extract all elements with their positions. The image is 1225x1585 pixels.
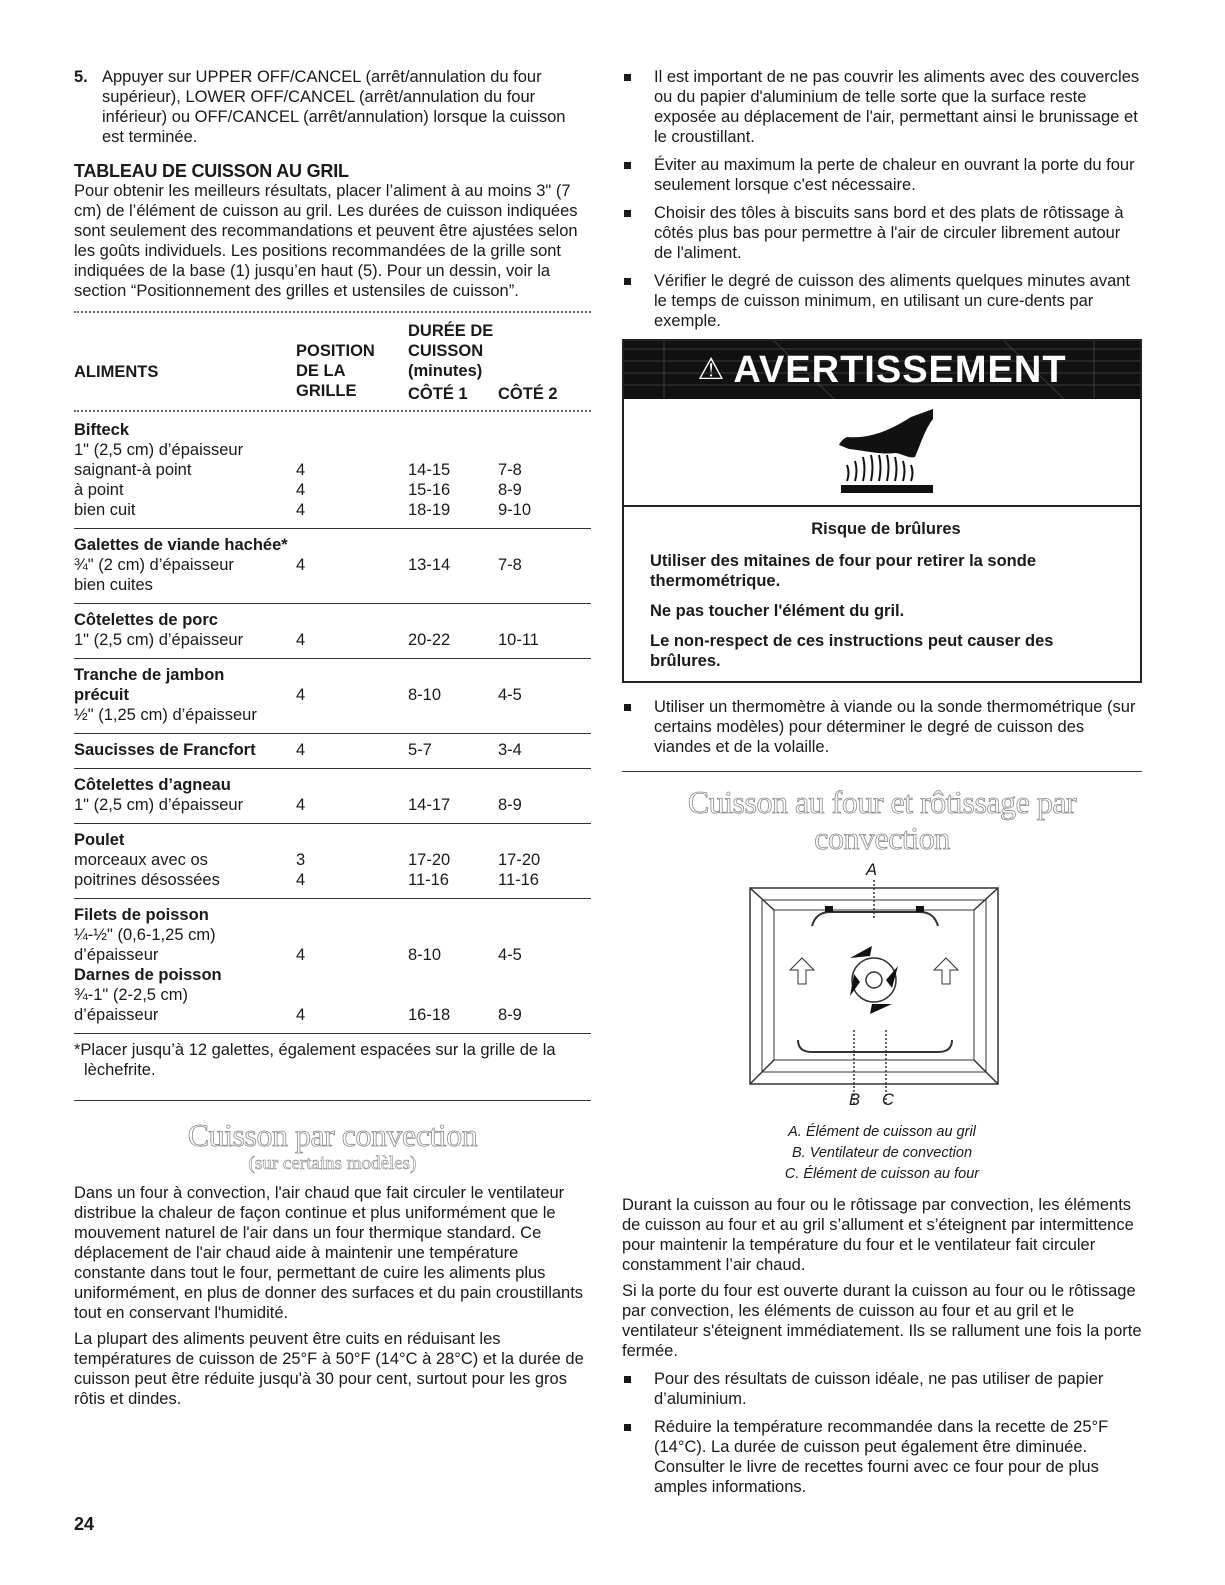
- hot-surface-hand-icon: [829, 409, 939, 499]
- table-row: [74, 480, 591, 500]
- warning-line-2: Ne pas toucher l'élément du gril.: [650, 602, 905, 620]
- food-cell: saignant-à point: [74, 461, 192, 479]
- convection-bake-paragraph-2: Si la porte du four est ouverte durant la cuisson au four ou le rôtissage par convection, les éléments de cuisson au four et au gril et le ventilateur s'éteignent immédiatement. Ils se rallument une fois la porte fermée.: [622, 1282, 1142, 1360]
- position-cell: 4: [296, 631, 306, 649]
- position-cell: [296, 575, 408, 604]
- table-row: [74, 414, 591, 440]
- header-duration-l2: CUISSON: [408, 342, 484, 360]
- header-position-l1: POSITION: [296, 342, 375, 360]
- convection-title: Cuisson par convection: [187, 1117, 478, 1153]
- figure-caption-a: A. Élément de cuisson au gril: [788, 1124, 976, 1140]
- side2-cell: [498, 965, 591, 985]
- convection-bake-title: Cuisson au four et rôtissage par convection: [687, 784, 1077, 856]
- broil-intro: Pour obtenir les meilleurs résultats, placer l’aliment à au moins 3" (7 cm) de l’élément de cuisson au gril. Les durées de cuisson indiquées sont seulement des recommandations et peuvent être ajustées selon les goûts individuels. Les positions recommandées de la grille sont indiquées de la base (1) jusqu’en haut (5). Pour un dessin, voir la section “Positionnement des grilles et ustensiles de cuisson”.: [74, 182, 578, 300]
- position-cell: 4: [296, 501, 306, 519]
- table-row: [74, 529, 591, 556]
- position-cell: [296, 965, 408, 985]
- side1-cell: 18-19: [408, 501, 451, 519]
- table-header: [74, 321, 591, 404]
- table-top-rule: [74, 311, 591, 313]
- list-item: Vérifier le degré de cuisson des aliments quelques minutes avant le temps de cuisson minimum, en utilisant un cure-dents par exemple.: [622, 271, 1142, 331]
- food-group-title: Galettes de viande hachée*: [74, 536, 288, 554]
- warning-header: [624, 341, 1140, 399]
- side2-cell: [498, 985, 591, 1005]
- warning-title: AVERTISSEMENT: [733, 349, 1067, 391]
- side1-cell: 8-10: [408, 686, 442, 704]
- table-row: [74, 965, 591, 985]
- header-side2: CÔTÉ 2: [498, 385, 558, 403]
- table-row: [74, 899, 591, 926]
- step-text: Appuyer sur UPPER OFF/CANCEL (arrêt/annulation du four supérieur), LOWER OFF/CANCEL (arrêt/annulation du four inférieur) ou OFF/CANCEL (arrêt/annulation) lorsque la cuisson est terminée.: [102, 68, 566, 146]
- table-row: [74, 850, 591, 870]
- position-cell: [296, 925, 408, 945]
- table-row: [74, 705, 591, 734]
- side2-cell: 10-11: [498, 631, 539, 649]
- table-row: [74, 604, 591, 631]
- list-item: Éviter au maximum la perte de chaleur en ouvrant la porte du four seulement lorsque c'est nécessaire.: [622, 155, 1142, 195]
- side2-cell: 17-20: [498, 851, 541, 869]
- header-position-l3: GRILLE: [296, 382, 357, 400]
- side1-cell: 20-22: [408, 631, 451, 649]
- food-group-title: Filets de poisson: [74, 906, 209, 924]
- side1-cell: [408, 575, 498, 604]
- table-row: [74, 870, 591, 899]
- list-item: Utiliser un thermomètre à viande ou la sonde thermométrique (sur certains modèles) pour déterminer le degré de cuisson des viandes et de la volaille.: [622, 697, 1142, 757]
- food-cell: ¾" (2 cm) d’épaisseur: [74, 556, 234, 574]
- side1-cell: [408, 925, 498, 945]
- food-cell: morceaux avec os: [74, 851, 208, 869]
- figure-caption-b: B. Ventilateur de convection: [791, 1145, 973, 1161]
- food-cell: précuit: [74, 686, 130, 704]
- food-cell: à point: [74, 481, 124, 499]
- side2-cell: 9-10: [498, 501, 532, 519]
- food-cell: 1" (2,5 cm) d’épaisseur: [74, 796, 244, 814]
- tips-list-probe: [622, 697, 1142, 757]
- food-group-title: Bifteck: [74, 421, 130, 439]
- side2-cell: 4-5: [498, 946, 522, 964]
- side2-cell: 8-9: [498, 796, 522, 814]
- figure-label-b: B: [849, 1091, 861, 1109]
- side1-cell: 16-18: [408, 1006, 451, 1024]
- broil-table-body: [74, 414, 591, 1034]
- table-row-group: [74, 604, 591, 659]
- table-row: [74, 795, 591, 824]
- convection-paragraph-2: La plupart des aliments peuvent être cuits en réduisant les températures de cuisson de 25°F à 50°F (14°C à 28°C) et la durée de cuisson peut être réduite jusqu'à 30 pour cent, surtout pour les gros rôtis et dindes.: [74, 1330, 584, 1408]
- list-item: Réduire la température recommandée dans la recette de 25°F (14°C). La durée de cuisson peut également être diminuée. Consulter le livre de recettes fourni avec ce four pour de plus amples informations.: [622, 1417, 1142, 1497]
- table-row-group: [74, 659, 591, 734]
- header-duration-l3: (minutes): [408, 362, 483, 380]
- tips-list-bottom: [622, 1369, 1142, 1497]
- food-cell: ½" (1,25 cm) d’épaisseur: [74, 706, 257, 724]
- side1-cell: [408, 440, 498, 460]
- tips-list-top: [622, 67, 1142, 331]
- table-row: [74, 945, 591, 965]
- food-group-title: Côtelettes de porc: [74, 611, 218, 629]
- food-cell: poitrines désossées: [74, 871, 220, 889]
- convection-bake-paragraph-1: Durant la cuisson au four ou le rôtissage par convection, les éléments de cuisson au four et au gril s’allument et s’éteignent par intermittence pour maintenir la température du four et le ventilateur fait circuler constamment l’air chaud.: [622, 1196, 1134, 1274]
- position-cell: 3: [296, 851, 306, 869]
- warning-triangle-icon: ⚠: [697, 353, 726, 386]
- food-cell: bien cuit: [74, 501, 136, 519]
- food-cell: 1" (2,5 cm) d’épaisseur: [74, 631, 244, 649]
- side2-cell: 3-4: [498, 741, 522, 759]
- right-column: [622, 67, 1142, 1505]
- food-cell: ¼-½" (0,6-1,25 cm): [74, 926, 216, 944]
- header-foods: ALIMENTS: [74, 363, 159, 381]
- position-cell: 4: [296, 1006, 306, 1024]
- position-cell: 4: [296, 946, 306, 964]
- table-row: [74, 685, 591, 705]
- side2-cell: 4-5: [498, 686, 522, 704]
- left-column: [74, 67, 591, 1409]
- page-number: 24: [74, 1514, 95, 1534]
- side2-cell: 8-9: [498, 481, 522, 499]
- position-cell: [296, 985, 408, 1005]
- step-number: 5.: [74, 68, 88, 86]
- table-row-group: [74, 769, 591, 824]
- table-row: [74, 630, 591, 659]
- food-cell: 1" (2,5 cm) d’épaisseur: [74, 441, 244, 459]
- position-cell: 4: [296, 741, 306, 759]
- table-row: [74, 985, 591, 1005]
- warning-line-1: Utiliser des mitaines de four pour retirer la sonde thermométrique.: [650, 552, 1037, 590]
- side2-cell: [498, 575, 591, 604]
- list-item: Choisir des tôles à biscuits sans bord et des plats de rôtissage à côtés plus bas pour permettre à l'air de circuler librement autour de l'aliment.: [622, 203, 1142, 263]
- position-cell: 4: [296, 796, 306, 814]
- header-side1: CÔTÉ 1: [408, 385, 468, 403]
- table-row: [74, 440, 591, 460]
- table-footnote: *Placer jusqu’à 12 galettes, également espacées sur la grille de la lèchefrite.: [74, 1041, 556, 1079]
- table-header-rule: [74, 410, 591, 412]
- side2-cell: 7-8: [498, 556, 522, 574]
- table-row-group: [74, 824, 591, 899]
- convection-subtitle: (sur certains modèles): [248, 1153, 417, 1174]
- broil-table: [74, 321, 591, 412]
- table-row-group: [74, 734, 591, 769]
- side2-cell: 11-16: [498, 871, 539, 889]
- food-group-title: Poulet: [74, 831, 125, 849]
- side1-cell: 11-16: [408, 871, 449, 889]
- food-cell: d’épaisseur: [74, 946, 159, 964]
- section-divider: [622, 771, 1142, 772]
- table-row: [74, 460, 591, 480]
- position-cell: 4: [296, 481, 306, 499]
- table-row-group: [74, 899, 591, 1034]
- side1-cell: [408, 965, 498, 985]
- side2-cell: 8-9: [498, 1006, 522, 1024]
- table-row: [74, 925, 591, 945]
- food-group-title: Côtelettes d’agneau: [74, 776, 231, 794]
- oven-cavity-diagram: [622, 880, 1142, 1110]
- table-row: [74, 555, 591, 575]
- side1-cell: 17-20: [408, 851, 451, 869]
- position-cell: 4: [296, 871, 306, 889]
- convection-paragraph-1: Dans un four à convection, l'air chaud que fait circuler le ventilateur distribue la chaleur de façon continue et plus uniformément que le mouvement naturel de l'air dans un four thermique standard. Ce déplacement de l'air chaud aide à maintenir une température constante dans tout le four, permettant de cuire les aliments plus uniformément, en plus de donner des surfaces et du pain croustillants tout en conservant l'humidité.: [74, 1184, 584, 1322]
- figure-label-c: C: [882, 1091, 894, 1109]
- side1-cell: [408, 985, 498, 1005]
- food-cell: bien cuites: [74, 576, 153, 594]
- position-cell: 4: [296, 686, 306, 704]
- food-group-title: Tranche de jambon: [74, 666, 225, 684]
- side2-cell: 7-8: [498, 461, 522, 479]
- food-cell: Darnes de poisson: [74, 966, 222, 984]
- position-cell: [296, 705, 408, 734]
- food-cell: Saucisses de Francfort: [74, 741, 256, 759]
- side1-cell: 8-10: [408, 946, 442, 964]
- side1-cell: [408, 705, 498, 734]
- header-duration-l1: DURÉE DE: [408, 322, 494, 340]
- table-row: [74, 659, 591, 686]
- list-item: Pour des résultats de cuisson idéale, ne pas utiliser de papier d’aluminium.: [622, 1369, 1142, 1409]
- table-row: [74, 1005, 591, 1034]
- table-row-group: [74, 529, 591, 604]
- step-5: [74, 67, 591, 147]
- table-row: [74, 824, 591, 851]
- header-position-l2: DE LA: [296, 362, 346, 380]
- food-cell: ¾-1" (2-2,5 cm): [74, 986, 189, 1004]
- side2-cell: [498, 440, 591, 460]
- warning-line-3: Le non-respect de ces instructions peut causer des brûlures.: [650, 632, 1054, 670]
- list-item: Il est important de ne pas couvrir les aliments avec des couvercles ou du papier d'aluminium de telle sorte que la surface reste exposée au déplacement de l'air, permettant ainsi le brunissage et le croustillant.: [622, 67, 1142, 147]
- broil-chart-heading: TABLEAU DE CUISSON AU GRIL: [74, 161, 349, 181]
- table-row: [74, 575, 591, 604]
- side2-cell: [498, 925, 591, 945]
- side1-cell: 13-14: [408, 556, 451, 574]
- position-cell: 4: [296, 556, 306, 574]
- position-cell: 4: [296, 461, 306, 479]
- figure-caption-c: C. Élément de cuisson au four: [784, 1166, 980, 1182]
- warning-risk: Risque de brûlures: [811, 520, 961, 538]
- food-cell: d’épaisseur: [74, 1006, 159, 1024]
- oven-figure: [622, 858, 1142, 1108]
- side1-cell: 14-15: [408, 461, 451, 479]
- side1-cell: 5-7: [408, 741, 432, 759]
- side2-cell: [498, 705, 591, 734]
- section-divider: [74, 1100, 591, 1101]
- table-row-group: [74, 414, 591, 529]
- warning-icon-area: [624, 399, 1140, 507]
- position-cell: [296, 440, 408, 460]
- side1-cell: 15-16: [408, 481, 451, 499]
- warning-box: [622, 339, 1142, 683]
- warning-body: [624, 507, 1140, 681]
- table-row: [74, 769, 591, 796]
- figure-label-a: A: [866, 861, 878, 879]
- table-row: [74, 734, 591, 769]
- side1-cell: 14-17: [408, 796, 451, 814]
- table-row: [74, 500, 591, 529]
